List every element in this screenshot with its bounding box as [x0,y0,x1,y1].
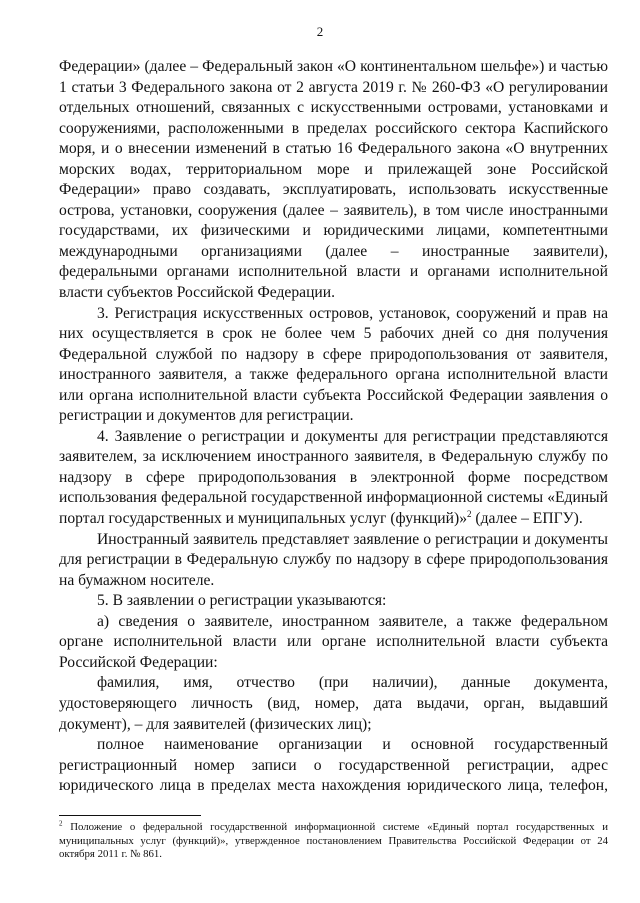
document-body [59,57,608,797]
footnote-reference: 2 [467,508,472,519]
paragraph-subitem-a: а) сведения о заявителе, иностранном заявителе, а также федеральном органе исполнительной власти или органе исполнительной власти субъекта Российской Федерации: [59,612,608,671]
paragraph-foreign-applicant: Иностранный заявитель представляет заявление о регистрации и документы для регистрации в Федеральную службу по надзору в сфере природопользования на бумажном носителе. [59,530,608,589]
paragraph-item-4 [59,427,608,530]
footnote-marker: 2 [59,819,63,828]
footnote-text: Положение о федеральной государственной информационной системе «Единый портал государственных и муниципальных услуг (функций)», утвержденное постановлением Правительства Российской Федерации от 24 октября 2011 г. № 861. [59,821,608,860]
paragraph-individuals: фамилия, имя, отчество (при наличии), данные документа, удостоверяющего личность (вид, номер, дата выдачи, орган, выдавший документ), – для заявителей (физических лиц); [59,674,608,733]
footnote [59,821,608,862]
footnote-separator [59,815,201,816]
paragraph-item-5: 5. В заявлении о регистрации указываются: [97,592,387,610]
paragraph-legal-entities: полное наименование организации и основной государственный регистрационный номер записи о государственной регистрации, адрес юридического лица в пределах места нахождения юридического лица, телефон, [59,736,608,795]
page-number: 2 [316,24,324,39]
paragraph-item-4-text: 4. Заявление о регистрации и документы для регистрации представляются заявителем, за исключением иностранного заявителя, в Федеральную службу по надзору в сфере природопользования в электронной форме посредством использования федеральной государственной информационной системы «Единый портал государственных и муниципальных услуг (функций)» [59,427,608,528]
paragraph-continuation: Федерации» (далее – Федеральный закон «О континентальном шельфе») и частью 1 статьи 3 Федерального закона от 2 августа 2019 г. № 260-ФЗ «О регулировании отдельных отношений, связанных с искусственными островами, установками и сооружениями, расположенными в пределах российского сектора Каспийского моря, и о внесении изменений в статью 16 Федерального закона «О внутренних морских водах, территориальном море и прилежащей зоне Российской Федерации» право создавать, эксплуатировать, использовать искусственные острова, установки, сооружения (далее – заявитель), в том числе иностранными государствами, их физическими и юридическими лицами, компетентными международными организациями (далее – иностранные заявители), федеральными органами исполнительной власти и органами исполнительной власти субъектов Российской Федерации. [59,58,608,302]
paragraph-item-3: 3. Регистрация искусственных островов, установок, сооружений и прав на них осуществляется в срок не более чем 5 рабочих дней со дня получения Федеральной службой по надзору в сфере природопользования от заявителя, иностранного заявителя, а также федерального органа исполнительной власти или органа исполнительной власти субъекта Российской Федерации заявления о регистрации и документов для регистрации. [59,304,608,425]
paragraph-item-4-tail: (далее – ЕПГУ). [471,510,583,528]
